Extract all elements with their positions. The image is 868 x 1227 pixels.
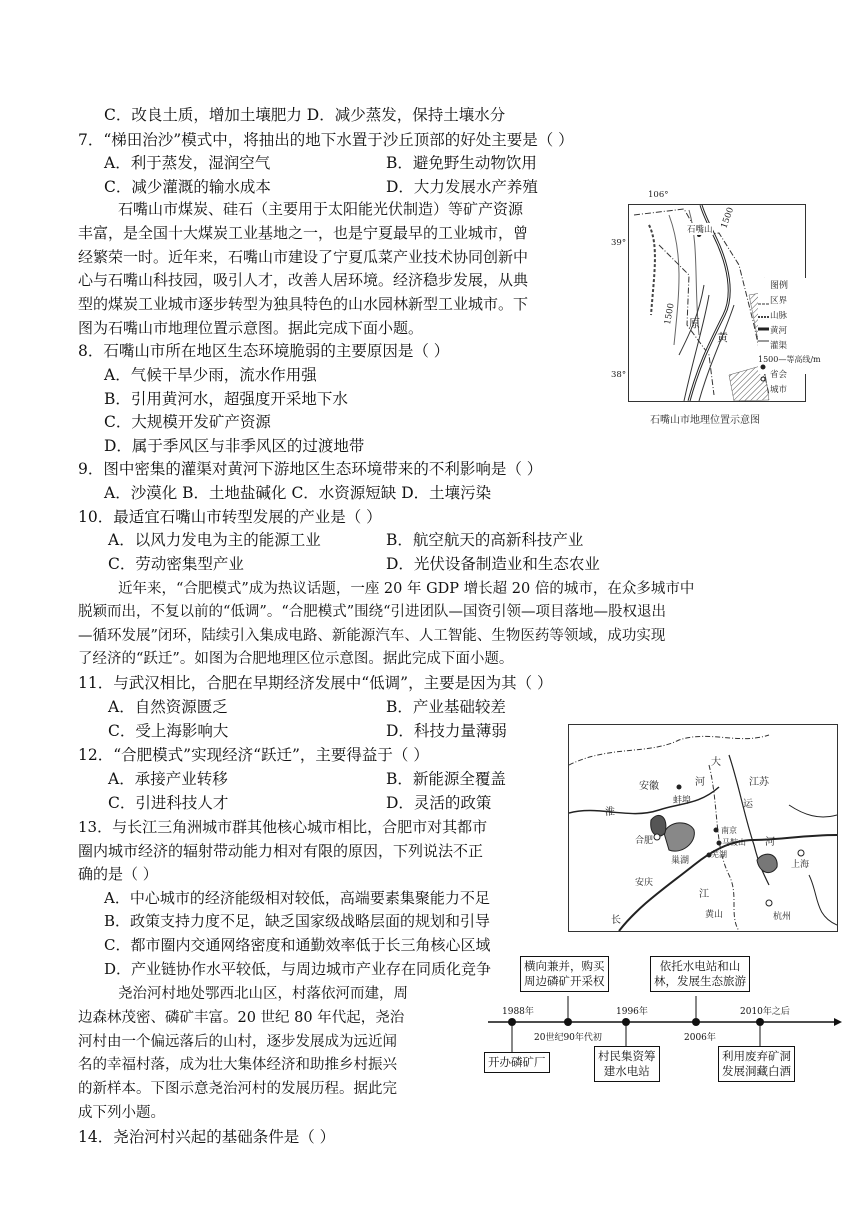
q8-option-c: C．大规模开发矿产资源: [104, 413, 271, 431]
map2-label-yun: 运: [743, 799, 753, 810]
passage-3-line: 名的幸福村落，成为壮大集体经济和助推乡村振兴: [78, 1057, 397, 1073]
passage-2-line: 近年来，“合肥模式”成为热议话题，一座 20 年 GDP 增长超 20 倍的城市，在众多城市中: [118, 581, 695, 597]
latitude-label: 39°: [611, 238, 627, 248]
q7-option-b: B．避免野生动物饮用: [386, 154, 537, 172]
map2-label-he: 河: [695, 777, 705, 788]
shizuishan-map: [608, 190, 821, 430]
map2-label-hangzhou: 杭州: [773, 912, 792, 922]
map-label-yuan: 原: [689, 317, 700, 330]
map2-label-jiang: 江: [699, 889, 709, 900]
map2-label-wuhu: 芜湖: [711, 850, 727, 859]
passage-3-line: 成下列小题。: [78, 1105, 165, 1121]
q13-option-c: C．都市圈内交通网络密度和通勤效率低于长三角核心区域: [104, 936, 491, 954]
passage-3-line: 的新样本。下图示意尧治河村的发展历程。据此完: [78, 1081, 397, 1097]
timeline-event-text: 开办磷矿厂: [488, 1055, 546, 1069]
q10-option-d: D．光伏设备制造业和生态农业: [386, 555, 600, 573]
passage-3-line: 尧治河村地处鄂西北山区，村落依河而建，周: [118, 986, 408, 1002]
q8-option-b: B．引用黄河水，超强度开采地下水: [104, 390, 348, 408]
timeline-event-text: 依托水电站和山 林，发展生态旅游: [654, 959, 746, 988]
contour-label: 1500: [719, 206, 737, 230]
map2-label-huai: 淮: [605, 807, 615, 818]
longitude-label: 106°: [648, 190, 669, 200]
q12-option-a: A．承接产业转移: [108, 770, 228, 788]
q11-option-d: D．科技力量薄弱: [386, 722, 507, 740]
q7-option-a: A．利于蒸发，湿润空气: [104, 154, 271, 172]
map2-label-jiangsu: 江苏: [749, 777, 769, 788]
q11-option-a: A．自然资源匮乏: [108, 698, 228, 716]
development-timeline: [484, 956, 844, 1096]
legend-item: 区界: [770, 296, 788, 306]
passage-2-line: 脱颖而出，不复以前的“低调”。“合肥模式”围绕“引进团队—国资引领—项目落地—股权退出: [78, 604, 667, 620]
map2-label-chaohu: 巢湖: [671, 856, 690, 866]
question-13-cont: 圈内城市经济的辐射带动能力相对有限的原因，下列说法不正: [78, 842, 484, 860]
q13-option-a: A．中心城市的经济能级相对较低，高端要素集聚能力不足: [104, 889, 490, 907]
q7-option-c: C．减少灌溉的输水成本: [104, 178, 271, 196]
q8-option-d: D．属于季风区与非季风区的过渡地带: [104, 437, 365, 455]
q13-option-b: B．政策支持力度不足，缺乏国家级战略层面的规划和引导: [104, 912, 491, 930]
map2-label-hefei: 合肥: [635, 836, 654, 846]
map-label-huang: 黄: [717, 331, 728, 344]
map2-label-shanghai: 上海: [791, 860, 810, 870]
legend-item: 山脉: [770, 311, 788, 321]
question-10: 10．最适宜石嘴山市转型发展的产业是（ ）: [78, 508, 382, 526]
question-11: 11．与武汉相比，合肥在早期经济发展中“低调”，主要是因为其（ ）: [78, 674, 553, 692]
timeline-year: 2006年: [684, 1033, 716, 1043]
q8-option-a: A．气候干旱少雨，流水作用强: [104, 366, 317, 384]
map2-label-he2: 河: [765, 837, 775, 848]
legend-item: 城市: [770, 385, 788, 395]
latitude-label: 38°: [611, 370, 627, 380]
map2-label-bengbu: 蚌埠: [673, 796, 692, 806]
passage-2-line: 了经济的“跃迁”。如图为合肥地理区位示意图。据此完成下面小题。: [78, 651, 514, 667]
question-9: 9．图中密集的灌渠对黄河下游地区生态环境带来的不利影响是（ ）: [78, 460, 543, 478]
map1-caption: 石嘴山市地理位置示意图: [650, 415, 760, 426]
passage-1-line: 型的煤炭工业城市逐步转型为独具特色的山水园林新型工业城市。下: [78, 295, 529, 313]
q10-option-b: B．航空航天的高新科技产业: [386, 531, 584, 549]
map2-label-nanjing: 南京: [721, 826, 737, 835]
hefei-map: [568, 724, 838, 932]
legend-title: 图例: [770, 281, 789, 291]
timeline-year: 1988年: [502, 1007, 534, 1017]
q12-option-d: D．灵活的政策: [386, 794, 492, 812]
question-13: 13．与长江三角洲城市群其他核心城市相比，合肥市对其都市: [78, 818, 488, 836]
q6-options-cd: C．改良土质，增加土壤肥力 D．减少蒸发，保持土壤水分: [104, 106, 506, 124]
map2-label-anqing: 安庆: [635, 878, 654, 888]
question-12: 12．“合肥模式”实现经济“跃迁”，主要得益于（ ）: [78, 746, 429, 764]
question-8: 8．石嘴山市所在地区生态环境脆弱的主要原因是（ ）: [78, 342, 450, 360]
legend-item: 省会: [770, 370, 788, 380]
passage-1-line: 石嘴山市煤炭、硅石（主要用于太阳能光伏制造）等矿产资源: [118, 200, 524, 218]
timeline-event-text: 利用废弃矿洞 发展洞藏白酒: [722, 1049, 791, 1078]
question-13-cont: 确的是（ ）: [78, 865, 158, 883]
passage-3-line: 边森林茂密、磷矿丰富。20 世纪 80 年代起，尧治: [78, 1010, 405, 1026]
legend-item: 黄河: [770, 326, 788, 336]
q12-option-b: B．新能源全覆盖: [386, 770, 506, 788]
timeline-event-text: 村民集资筹 建水电站: [598, 1049, 656, 1078]
map2-label-maanshan: 马鞍山: [722, 838, 746, 847]
q12-option-c: C．引进科技人才: [108, 794, 229, 812]
timeline-year: 20世纪90年代初: [534, 1033, 602, 1043]
q11-option-c: C．受上海影响大: [108, 722, 229, 740]
map2-label-chang: 长: [611, 915, 621, 926]
q9-options: A．沙漠化 B．土地盐碱化 C．水资源短缺 D．土壤污染: [104, 484, 492, 502]
contour-label: 1500: [663, 302, 677, 326]
passage-3-line: 河村由一个偏远落后的山村，逐步发展成为远近闻: [78, 1034, 397, 1050]
legend-item: 1500—等高线/m: [758, 355, 821, 364]
question-14: 14．尧治河村兴起的基础条件是（ ）: [78, 1128, 336, 1146]
timeline-event-bottom-2: [594, 1046, 660, 1082]
q11-option-b: B．产业基础较差: [386, 698, 506, 716]
timeline-year: 2010年之后: [740, 1007, 790, 1017]
passage-2-line: —循环发展”闭环，陆续引入集成电路、新能源汽车、人工智能、生物医药等领域，成功实现: [78, 628, 666, 644]
q10-option-a: A．以风力发电为主的能源工业: [108, 531, 321, 549]
passage-1-line: 图为石嘴山市地理位置示意图。据此完成下面小题。: [78, 319, 424, 337]
timeline-event-bottom-1: [484, 1052, 550, 1073]
passage-1-line: 经繁荣一时。近年来，石嘴山市建设了宁夏瓜菜产业技术协同创新中: [78, 248, 529, 266]
question-7: 7．“梯田治沙”模式中，将抽出的地下水置于沙丘顶部的好处主要是（ ）: [78, 131, 574, 149]
hefei-map-drawing: [569, 725, 837, 931]
timeline-year: 1996年: [616, 1007, 648, 1017]
passage-1-line: 丰富，是全国十大煤炭工业基地之一，也是宁夏最早的工业城市，曾: [78, 224, 529, 242]
map2-label-da: 大: [711, 757, 721, 768]
timeline-event-bottom-3: [718, 1046, 795, 1082]
map2-label-huangshan: 黄山: [705, 910, 724, 920]
legend-symbols: [758, 295, 770, 395]
passage-1-line: 心与石嘴山科技园，吸引人才，改善人居环境。经济稳步发展，从典: [78, 271, 529, 289]
q13-option-d: D．产业链协作水平较低，与周边城市产业存在同质化竞争: [104, 960, 492, 978]
legend-item: 灌渠: [770, 341, 788, 351]
timeline-event-text: 横向兼并，购买 周边磷矿开采权: [524, 959, 605, 988]
q10-option-c: C．劳动密集型产业: [108, 555, 244, 573]
q7-option-d: D．大力发展水产养殖: [386, 178, 538, 196]
city-label-shizuishan: 石嘴山: [687, 225, 713, 235]
map2-label-anhui: 安徽: [639, 781, 659, 792]
